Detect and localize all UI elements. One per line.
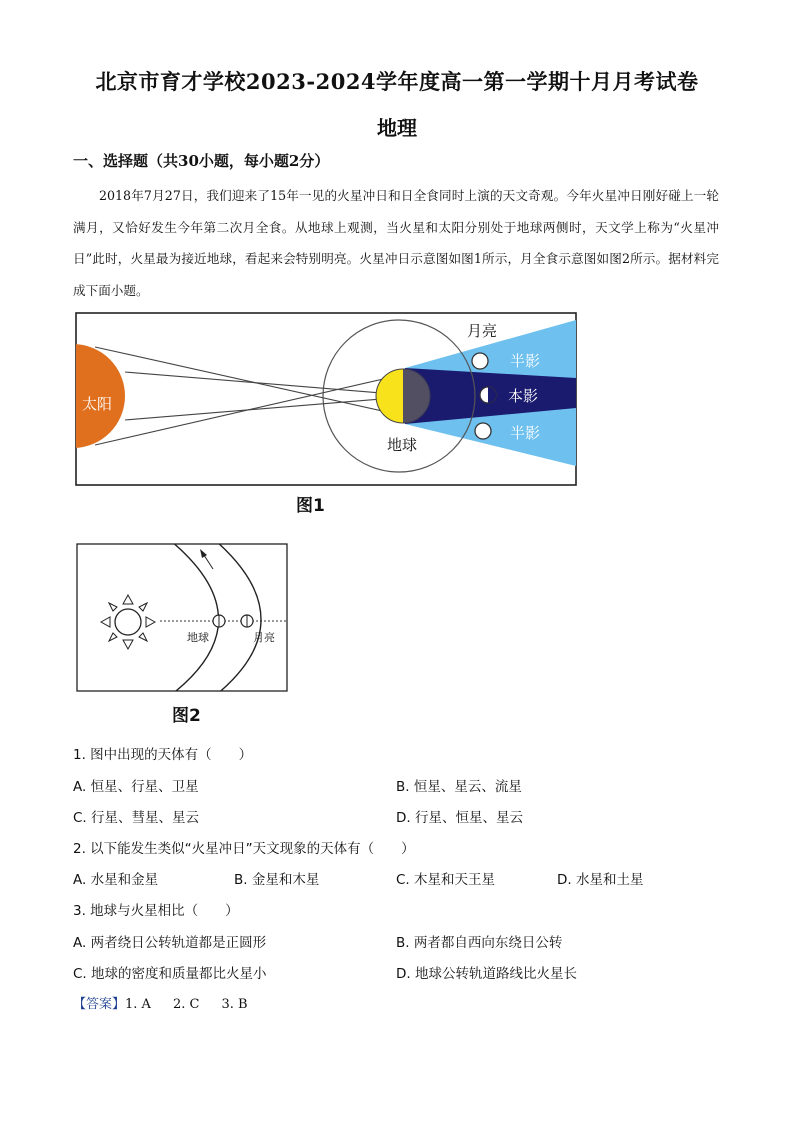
q3-option-a[interactable]: A. 两者绕日公转轨道都是正圆形 — [73, 935, 267, 951]
moon-top — [472, 353, 488, 369]
section-heading: 一、选择题（共30小题，每小题2分） — [73, 152, 330, 170]
q2-option-b[interactable]: B. 金星和木星 — [234, 872, 320, 888]
q1-option-d[interactable]: D. 行星、恒星、星云 — [396, 810, 523, 826]
label-moon-fig2: 月亮 — [253, 631, 275, 644]
exam-title: 北京市育才学校2023-2024学年度高一第一学期十月月考试卷 — [95, 69, 699, 94]
label-sun: 太阳 — [82, 395, 113, 413]
sun-symbol — [101, 595, 155, 649]
label-earth-fig2: 地球 — [187, 631, 209, 644]
answer-line — [73, 993, 248, 1012]
exam-subject: 地理 — [377, 116, 417, 140]
label-penumbra-bottom: 半影 — [510, 424, 541, 442]
moon-bottom — [475, 423, 491, 439]
q3-option-b[interactable]: B. 两者都自西向东绕日公转 — [396, 935, 563, 951]
reading-passage: 2018年7月27日，我们迎来了15年一见的火星冲日和日全食同时上演的天文奇观。今年火星冲日刚好碰上一轮满月，又恰好发生今年第二次月全食。从地球上观测，当火星和太阳分别处于地球两侧时，天文学上称为“火星冲日”此时，火星最为接近地球，看起来会特别明亮。火星冲日示意图如图1所示，月全食示意图如图2所示。据材料完成下面小题。 — [73, 188, 719, 298]
q1-option-c[interactable]: C. 行星、彗星、星云 — [73, 810, 200, 826]
figure-1-diagram — [75, 312, 577, 486]
q1-option-a[interactable]: A. 恒星、行星、卫星 — [73, 779, 199, 795]
label-moon: 月亮 — [467, 322, 498, 340]
figure-2-caption: 图2 — [172, 706, 201, 726]
answer-tag: 【答案】 — [73, 997, 126, 1012]
q3-option-d[interactable]: D. 地球公转轨道路线比火星长 — [396, 966, 577, 982]
answer-1: 1. A — [125, 997, 151, 1012]
question-2-stem: 2. 以下能发生类似“火星冲日”天文现象的天体有（ ） — [73, 841, 415, 857]
figure-1-caption: 图1 — [296, 496, 325, 516]
q1-option-b[interactable]: B. 恒星、星云、流星 — [396, 779, 522, 795]
question-3-stem: 3. 地球与火星相比（ ） — [73, 903, 239, 919]
answer-3: 3. B — [221, 997, 248, 1012]
answer-2: 2. C — [172, 997, 200, 1012]
q2-option-a[interactable]: A. 水星和金星 — [73, 872, 159, 888]
figure-2-diagram — [76, 543, 288, 692]
q2-option-d[interactable]: D. 水星和土星 — [557, 872, 644, 888]
q2-option-c[interactable]: C. 木星和天王星 — [396, 872, 496, 888]
label-penumbra-top: 半影 — [510, 352, 541, 370]
label-earth: 地球 — [387, 436, 418, 454]
label-umbra: 本影 — [508, 387, 539, 405]
question-1-stem: 1. 图中出现的天体有（ ） — [73, 747, 253, 763]
q3-option-c[interactable]: C. 地球的密度和质量都比火星小 — [73, 966, 267, 982]
